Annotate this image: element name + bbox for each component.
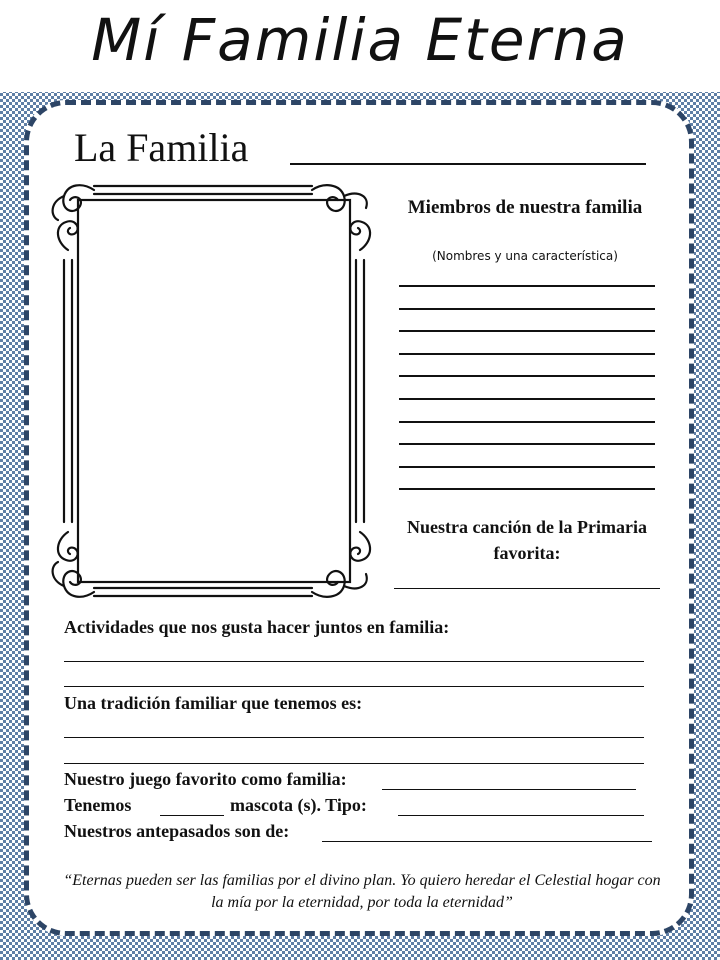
game-question: Nuestro juego favorito como familia: xyxy=(64,769,347,789)
member-answer-line[interactable] xyxy=(399,488,655,490)
family-name-label: La Familia xyxy=(74,125,249,170)
members-heading: Miembros de nuestra familia xyxy=(407,197,643,218)
ornate-swirl-frame-icon xyxy=(44,176,390,606)
song-heading: Nuestra canción de la Primaria favorita: xyxy=(407,517,647,563)
member-answer-line[interactable] xyxy=(399,285,655,287)
activities-line[interactable] xyxy=(64,686,644,687)
tradition-question: Una tradición familiar que tenemos es: xyxy=(64,693,363,713)
song-answer-line[interactable] xyxy=(394,588,660,589)
member-answer-line[interactable] xyxy=(399,398,655,400)
song-quote: “Eternas pueden ser las familias por el divino plan. Yo quiero heredar el Celestial hogar con la mía por la eternidad, por toda la eternidad” xyxy=(63,872,661,911)
member-answer-line[interactable] xyxy=(399,353,655,355)
member-answer-line[interactable] xyxy=(399,421,655,423)
member-answer-line[interactable] xyxy=(399,308,655,310)
activities-line[interactable] xyxy=(64,661,644,662)
pets-count-line[interactable] xyxy=(160,815,224,816)
members-note: (Nombres y una característica) xyxy=(432,249,618,263)
tradition-line[interactable] xyxy=(64,763,644,764)
ancestors-answer-line[interactable] xyxy=(322,841,652,842)
pets-question-prefix: Tenemos xyxy=(64,795,132,815)
tradition-line[interactable] xyxy=(64,737,644,738)
member-answer-line[interactable] xyxy=(399,330,655,332)
family-name-line[interactable] xyxy=(290,163,646,165)
member-answer-line[interactable] xyxy=(399,375,655,377)
pets-type-line[interactable] xyxy=(398,815,644,816)
game-answer-line[interactable] xyxy=(382,789,636,790)
member-answer-line[interactable] xyxy=(399,466,655,468)
member-answer-line[interactable] xyxy=(399,443,655,445)
activities-question: Actividades que nos gusta hacer juntos en familia: xyxy=(64,617,450,637)
pets-question-suffix: mascota (s). Tipo: xyxy=(230,795,367,815)
page-title: Mí Familia Eterna xyxy=(91,6,629,74)
ancestors-question: Nuestros antepasados son de: xyxy=(64,821,290,841)
